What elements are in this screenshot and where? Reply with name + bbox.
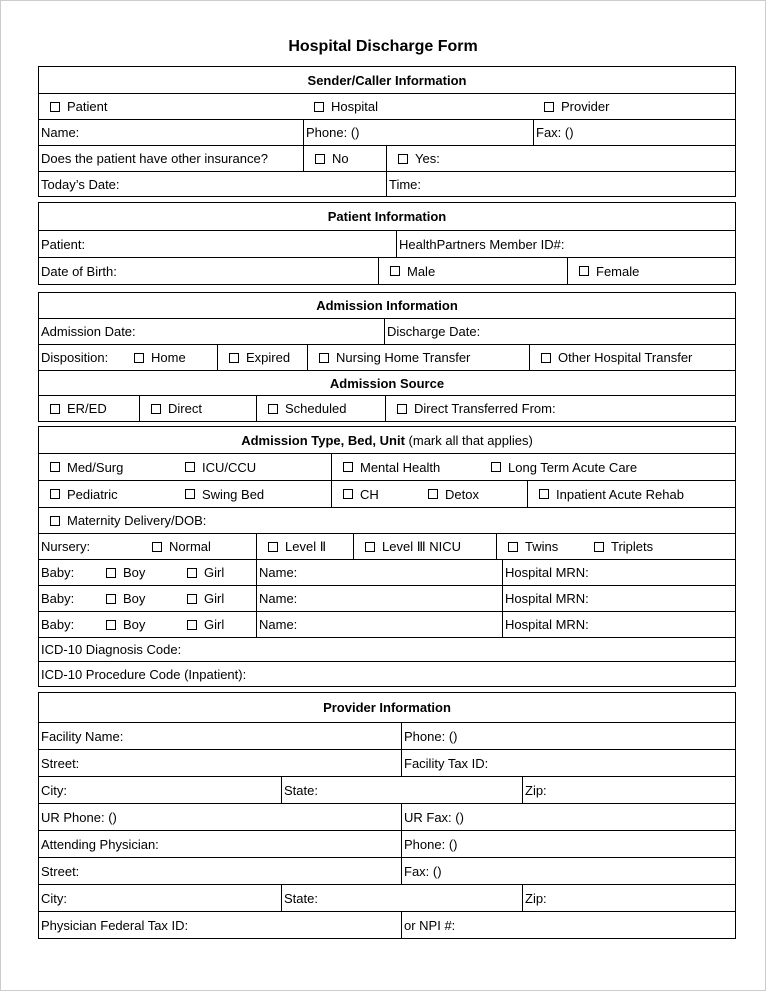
checkbox[interactable] <box>314 102 324 112</box>
discharge-date-field[interactable]: Discharge Date: <box>384 319 735 344</box>
patient-section <box>38 202 736 285</box>
sender-heading: Sender/Caller Information <box>307 72 467 88</box>
baby-boy-option[interactable]: Boy <box>92 612 176 637</box>
nursing-home-option[interactable]: Nursing Home Transfer <box>307 345 529 370</box>
swing-bed-option[interactable]: Swing Bed <box>174 481 331 507</box>
checkbox[interactable] <box>50 516 60 526</box>
checkbox[interactable] <box>397 404 407 414</box>
direct-transferred-option[interactable]: Direct Transferred From: <box>385 396 735 421</box>
icd-diagnosis-field[interactable]: ICD-10 Diagnosis Code: <box>41 642 182 657</box>
checkbox[interactable] <box>541 353 551 363</box>
checkbox[interactable] <box>185 489 195 499</box>
nursery-label: Nursery: <box>41 539 91 554</box>
checkbox[interactable] <box>187 620 197 630</box>
twins-option[interactable]: Twins <box>496 534 583 559</box>
baby-name-field[interactable]: Name: <box>256 612 502 637</box>
baby-mrn-field[interactable]: Hospital MRN: <box>502 612 735 637</box>
inpatient-rehab-option[interactable]: Inpatient Acute Rehab <box>527 481 735 507</box>
checkbox[interactable] <box>491 462 501 472</box>
facility-name-field[interactable]: Facility Name: <box>41 728 124 744</box>
baby-girl-option[interactable]: Girl <box>176 560 256 585</box>
ltac-option[interactable]: Long Term Acute Care <box>480 454 735 480</box>
member-id-field[interactable]: HealthPartners Member ID#: <box>396 231 735 257</box>
ur-fax-field[interactable]: UR Fax: () <box>401 804 735 830</box>
ch-option[interactable]: CH <box>331 481 406 507</box>
physician-fax-field[interactable]: Fax: () <box>401 858 735 884</box>
physician-street-field[interactable]: Street: <box>41 863 80 879</box>
npi-field[interactable]: or NPI #: <box>401 912 735 938</box>
checkbox[interactable] <box>134 353 144 363</box>
checkbox[interactable] <box>229 353 239 363</box>
sender-section <box>38 66 736 197</box>
home-option[interactable]: Home <box>126 345 217 370</box>
checkbox[interactable] <box>187 568 197 578</box>
pediatric-option[interactable]: Pediatric <box>39 481 174 507</box>
checkbox[interactable] <box>106 594 116 604</box>
checkbox[interactable] <box>50 489 60 499</box>
checkbox[interactable] <box>390 266 400 276</box>
hospital-option[interactable]: Hospital <box>303 94 533 119</box>
admission-source-heading: Admission Source <box>39 370 735 395</box>
scheduled-option[interactable]: Scheduled <box>256 396 385 421</box>
checkbox[interactable] <box>50 102 60 112</box>
baby-label: Baby: <box>41 617 75 632</box>
patient-name-field[interactable]: Patient: <box>41 236 86 252</box>
admission-heading: Admission Information <box>316 298 458 313</box>
nursery-normal-option[interactable]: Normal <box>141 534 256 559</box>
checkbox[interactable] <box>343 489 353 499</box>
baby-boy-option[interactable]: Boy <box>92 560 176 585</box>
time-field[interactable]: Time: <box>386 172 735 196</box>
baby-girl-option[interactable]: Girl <box>176 586 256 611</box>
nursery-level2-option[interactable]: Level Ⅱ <box>256 534 353 559</box>
insurance-no-option[interactable]: No <box>303 146 386 171</box>
checkbox[interactable] <box>152 542 162 552</box>
ur-phone-field[interactable]: UR Phone: () <box>41 809 117 825</box>
facility-street-field[interactable]: Street: <box>41 755 80 771</box>
facility-phone-field[interactable]: Phone: () <box>401 723 735 749</box>
checkbox[interactable] <box>544 102 554 112</box>
checkbox[interactable] <box>398 154 408 164</box>
physician-state-field[interactable]: State: <box>281 885 522 911</box>
checkbox[interactable] <box>185 462 195 472</box>
baby-label: Baby: <box>41 591 75 606</box>
checkbox[interactable] <box>428 489 438 499</box>
physician-phone-field[interactable]: Phone: () <box>401 831 735 857</box>
checkbox[interactable] <box>50 462 60 472</box>
provider-section <box>38 692 736 939</box>
provider-heading: Provider Information <box>323 700 451 715</box>
facility-city-field[interactable]: City: <box>41 782 67 798</box>
attending-physician-field[interactable]: Attending Physician: <box>41 836 159 852</box>
sender-phone-field[interactable]: Phone: () <box>303 120 533 145</box>
baby-label: Baby: <box>41 565 75 580</box>
other-insurance-label: Does the patient have other insurance? <box>41 151 268 166</box>
nursery-level3-option[interactable]: Level Ⅲ NICU <box>353 534 496 559</box>
other-hospital-option[interactable]: Other Hospital Transfer <box>529 345 735 370</box>
er-ed-option[interactable]: ER/ED <box>39 396 139 421</box>
baby-boy-option[interactable]: Boy <box>92 586 176 611</box>
baby-mrn-field[interactable]: Hospital MRN: <box>502 586 735 611</box>
checkbox[interactable] <box>106 568 116 578</box>
sender-fax-field[interactable]: Fax: () <box>533 120 735 145</box>
insurance-yes-option[interactable]: Yes: <box>386 146 735 171</box>
patient-option[interactable]: Patient <box>39 94 303 119</box>
checkbox[interactable] <box>50 404 60 414</box>
admission-section <box>38 292 736 422</box>
form-title: Hospital Discharge Form <box>288 38 478 55</box>
baby-name-field[interactable]: Name: <box>256 586 502 611</box>
admission-type-section <box>38 426 736 687</box>
male-option[interactable]: Male <box>378 258 567 284</box>
facility-zip-field[interactable]: Zip: <box>522 777 735 803</box>
female-option[interactable]: Female <box>567 258 735 284</box>
checkbox[interactable] <box>268 404 278 414</box>
checkbox[interactable] <box>579 266 589 276</box>
federal-tax-id-field[interactable]: Physician Federal Tax ID: <box>41 917 189 933</box>
checkbox[interactable] <box>319 353 329 363</box>
checkbox[interactable] <box>343 462 353 472</box>
baby-mrn-field[interactable]: Hospital MRN: <box>502 560 735 585</box>
disposition-label: Disposition: <box>41 350 109 365</box>
med-surg-option[interactable]: Med/Surg <box>39 454 174 480</box>
triplets-option[interactable]: Triplets <box>583 534 735 559</box>
expired-option[interactable]: Expired <box>217 345 307 370</box>
admission-type-heading: Admission Type, Bed, Unit (mark all that applies) <box>241 432 533 448</box>
admission-date-field[interactable]: Admission Date: <box>41 324 136 339</box>
provider-option[interactable]: Provider <box>533 94 735 119</box>
checkbox[interactable] <box>315 154 325 164</box>
sender-name-field[interactable]: Name: <box>41 125 80 140</box>
checkbox[interactable] <box>151 404 161 414</box>
icu-ccu-option[interactable]: ICU/CCU <box>174 454 331 480</box>
checkbox[interactable] <box>594 542 604 552</box>
checkbox[interactable] <box>187 594 197 604</box>
checkbox[interactable] <box>508 542 518 552</box>
direct-option[interactable]: Direct <box>139 396 256 421</box>
checkbox[interactable] <box>539 489 549 499</box>
physician-zip-field[interactable]: Zip: <box>522 885 735 911</box>
baby-name-field[interactable]: Name: <box>256 560 502 585</box>
todays-date-field[interactable]: Today’s Date: <box>41 176 120 192</box>
patient-heading: Patient Information <box>327 209 447 224</box>
checkbox[interactable] <box>365 542 375 552</box>
maternity-option[interactable]: Maternity Delivery/DOB: <box>39 508 735 533</box>
dob-field[interactable]: Date of Birth: <box>41 263 117 279</box>
facility-state-field[interactable]: State: <box>281 777 522 803</box>
icd-procedure-field[interactable]: ICD-10 Procedure Code (Inpatient): <box>41 666 247 682</box>
physician-city-field[interactable]: City: <box>41 890 67 906</box>
checkbox[interactable] <box>106 620 116 630</box>
baby-girl-option[interactable]: Girl <box>176 612 256 637</box>
detox-option[interactable]: Detox <box>406 481 527 507</box>
facility-tax-id-field[interactable]: Facility Tax ID: <box>401 750 735 776</box>
checkbox[interactable] <box>268 542 278 552</box>
mental-health-option[interactable]: Mental Health <box>331 454 480 480</box>
